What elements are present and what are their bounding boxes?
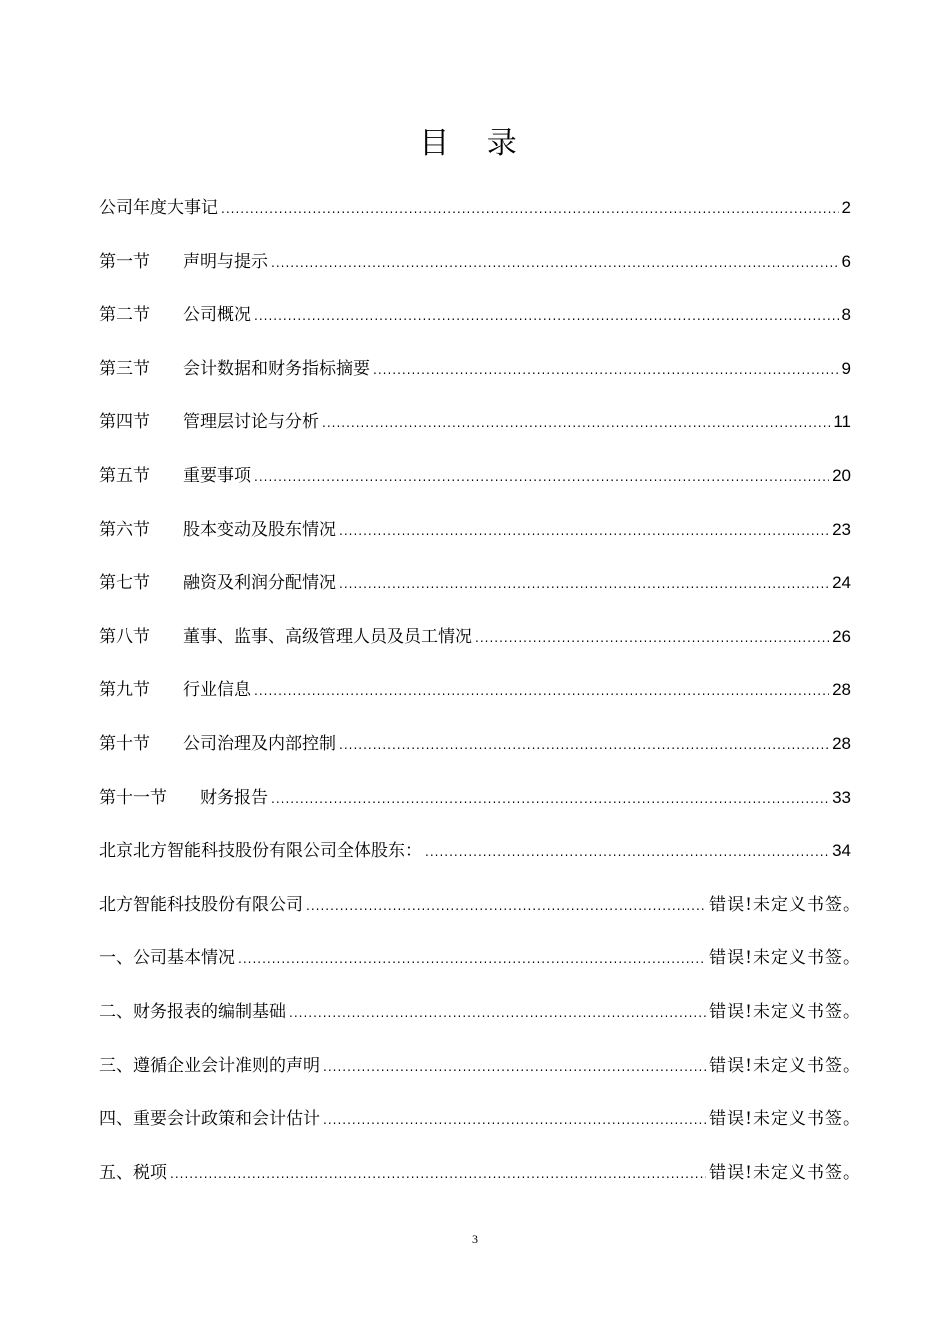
- toc-entry-page: 错误!未定义书签。: [709, 1055, 861, 1076]
- toc-section-number: 第一节: [99, 251, 150, 272]
- toc-section-number: 第八节: [99, 626, 150, 647]
- toc-entry-label: 公司年度大事记: [99, 198, 218, 218]
- toc-leader-dots: [289, 1006, 706, 1020]
- toc-entry[interactable]: [99, 515, 851, 569]
- toc-entry[interactable]: [99, 675, 851, 729]
- page-number: 3: [472, 1232, 478, 1246]
- toc-entry-page: 错误!未定义书签。: [709, 1109, 861, 1130]
- toc-entry-page: 28: [832, 733, 851, 753]
- toc-entry-label: 声明与提示: [183, 251, 268, 272]
- toc-entry[interactable]: [99, 300, 851, 354]
- toc-entry-label: 股本变动及股东情况: [183, 519, 336, 540]
- toc-entry[interactable]: [99, 407, 851, 461]
- toc-section-number: 第十一节: [99, 787, 167, 808]
- toc-entry-label: 一、公司基本情况: [99, 948, 235, 969]
- toc-entry-page: 2: [841, 198, 851, 217]
- toc-leader-dots: [170, 1167, 706, 1181]
- toc-entry[interactable]: [99, 568, 851, 622]
- toc-entry-label: 五、税项: [99, 1162, 167, 1183]
- toc-leader-dots: [373, 363, 839, 377]
- toc-leader-dots: [221, 202, 839, 216]
- toc-leader-dots: [339, 577, 829, 591]
- toc-entry-page: 11: [833, 412, 851, 432]
- toc-entry-page: 34: [832, 841, 851, 861]
- toc-entry-page: 20: [832, 465, 851, 485]
- toc-entry[interactable]: [99, 354, 851, 408]
- toc-leader-dots: [271, 792, 829, 806]
- toc-entry-page: 26: [832, 626, 851, 646]
- toc-leader-dots: [271, 256, 839, 270]
- toc-entry[interactable]: [99, 890, 861, 944]
- toc-leader-dots: [425, 845, 829, 859]
- toc-entry-page: 28: [832, 680, 851, 700]
- toc-entry-label: 会计数据和财务指标摘要: [183, 358, 370, 379]
- toc-entry-label: 四、重要会计政策和会计估计: [99, 1109, 320, 1130]
- toc-leader-dots: [254, 684, 829, 698]
- toc-section-number: 第九节: [99, 680, 150, 701]
- toc-entry-label: 二、财务报表的编制基础: [99, 1001, 286, 1022]
- toc-entry-page: 33: [832, 787, 851, 807]
- toc-leader-dots: [254, 470, 829, 484]
- toc-leader-dots: [322, 416, 830, 430]
- toc-leader-dots: [254, 309, 839, 323]
- toc-entry-label: 公司治理及内部控制: [183, 733, 336, 754]
- toc-entry-page: 6: [841, 251, 851, 271]
- toc-entry-label: 管理层讨论与分析: [183, 412, 319, 433]
- toc-leader-dots: [339, 524, 829, 538]
- toc-entry-label: 北京北方智能科技股份有限公司全体股东：: [99, 841, 422, 862]
- toc-leader-dots: [475, 631, 829, 645]
- toc-entry-page: 8: [841, 305, 851, 325]
- toc-section-number: 第二节: [99, 305, 150, 326]
- toc-entry[interactable]: [99, 1104, 861, 1158]
- toc-entry-label: 行业信息: [183, 680, 251, 701]
- toc-section-number: 第五节: [99, 465, 150, 486]
- toc-section-number: 第三节: [99, 358, 150, 379]
- toc-entry[interactable]: [99, 943, 861, 997]
- toc-entry[interactable]: [99, 622, 851, 676]
- toc-entry[interactable]: [99, 729, 851, 783]
- toc-entry-label: 财务报告: [200, 787, 268, 808]
- toc-entry-label: 董事、监事、高级管理人员及员工情况: [183, 626, 472, 647]
- toc-entry-page: 23: [832, 519, 851, 539]
- toc-leader-dots: [339, 738, 829, 752]
- toc-entry-page: 错误!未定义书签。: [709, 1001, 861, 1022]
- toc-section-number: 第十节: [99, 733, 150, 754]
- toc-section-number: 第七节: [99, 573, 150, 594]
- toc-entry-label: 融资及利润分配情况: [183, 573, 336, 594]
- toc-entry-page: 9: [841, 358, 851, 378]
- toc-entry-label: 北方智能科技股份有限公司: [99, 894, 303, 915]
- toc-leader-dots: [323, 1060, 706, 1074]
- toc-entry[interactable]: [99, 836, 851, 890]
- table-of-contents: [99, 193, 861, 1211]
- toc-leader-dots: [323, 1113, 706, 1127]
- page-title: 目 录: [419, 126, 531, 161]
- toc-entry[interactable]: [99, 461, 851, 515]
- toc-entry-page: 错误!未定义书签。: [709, 894, 861, 915]
- toc-entry[interactable]: [99, 1051, 861, 1105]
- toc-entry-page: 错误!未定义书签。: [709, 1162, 861, 1183]
- toc-section-number: 第六节: [99, 519, 150, 540]
- toc-entry[interactable]: [99, 1158, 861, 1212]
- toc-entry-label: 三、遵循企业会计准则的声明: [99, 1055, 320, 1076]
- toc-entry-page: 24: [832, 573, 851, 593]
- toc-entry-page: 错误!未定义书签。: [709, 948, 861, 969]
- toc-entry[interactable]: [99, 193, 851, 247]
- toc-leader-dots: [306, 899, 706, 913]
- toc-section-number: 第四节: [99, 412, 150, 433]
- toc-entry-label: 重要事项: [183, 465, 251, 486]
- toc-entry-label: 公司概况: [183, 305, 251, 326]
- toc-leader-dots: [238, 952, 706, 966]
- toc-entry[interactable]: [99, 247, 851, 301]
- toc-entry[interactable]: [99, 997, 861, 1051]
- toc-entry[interactable]: [99, 783, 851, 837]
